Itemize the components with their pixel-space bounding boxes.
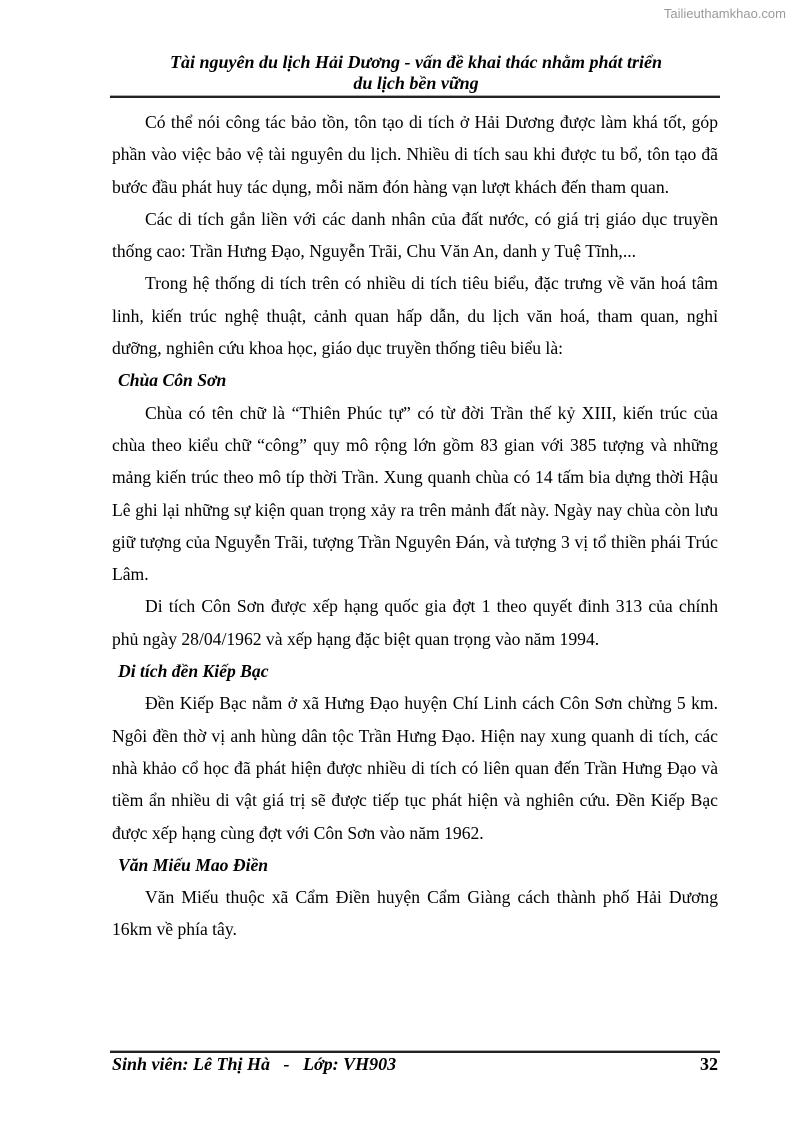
section-heading: Di tích đền Kiếp Bạc bbox=[118, 661, 269, 682]
paragraph: Đền Kiếp Bạc nằm ở xã Hưng Đạo huyện Chí Linh cách Côn Sơn chừng 5 km. Ngôi đền thờ vị anh hùng dân tộc Trần Hưng Đạo. Hiện nay xung quanh di tích, các nhà khảo cổ học đã phát hiện được nhiều di tích có liên quan đến Trần Hưng Đạo và tiềm ẩn nhiều di vật giá trị sẽ được tiếp tục phát hiện và nghiên cứu. Đền Kiếp Bạc được xếp hạng cùng đợt với Côn Sơn vào năm 1962. bbox=[112, 693, 718, 843]
paragraph: Có thể nói công tác bảo tồn, tôn tạo di tích ở Hải Dương được làm khá tốt, góp phần vào việc bảo vệ tài nguyên du lịch. Nhiều di tích sau khi được tu bổ, tôn tạo đã bước đầu phát huy tác dụng, mỗi năm đón hàng vạn lượt khách đến tham quan. bbox=[112, 112, 718, 197]
watermark: Tailieuthamkhao.com bbox=[663, 6, 786, 21]
footer-student-info: Sinh viên: Lê Thị Hà - Lớp: VH903 bbox=[112, 1054, 397, 1074]
page-header bbox=[112, 52, 720, 94]
paragraph: Các di tích gắn liền với các danh nhân của đất nước, có giá trị giáo dục truyền thống cao: Trần Hưng Đạo, Nguyễn Trãi, Chu Văn An, danh y Tuệ Tĩnh,... bbox=[112, 208, 718, 262]
document-body bbox=[112, 106, 718, 946]
section-heading: Chùa Côn Sơn bbox=[118, 370, 227, 391]
paragraph: Di tích Côn Sơn được xếp hạng quốc gia đợt 1 theo quyết đinh 313 của chính phủ ngày 28/04/1962 và xếp hạng đặc biệt quan trọng vào năm 1994. bbox=[112, 596, 718, 649]
footer-divider bbox=[110, 1050, 720, 1053]
paragraph: Trong hệ thống di tích trên có nhiều di tích tiêu biểu, đặc trưng về văn hoá tâm linh, kiến trúc nghệ thuật, cảnh quan hấp dẫn, du lịch văn hoá, tham quan, nghỉ dưỡng, nghiên cứu khoa học, giáo dục truyền thống tiêu biểu là: bbox=[112, 273, 718, 359]
header-divider bbox=[110, 95, 720, 98]
page-number: 32 bbox=[700, 1054, 718, 1074]
page-footer bbox=[112, 1054, 718, 1075]
paragraph: Chùa có tên chữ là “Thiên Phúc tự” có từ đời Trần thế kỷ XIII, kiến trúc của chùa theo kiểu chữ “công” quy mô rộng lớn gồm 83 gian với 385 tượng và những mảng kiến trúc theo mô típ thời Trần. Xung quanh chùa có 14 tấm bia dựng thời Hậu Lê ghi lại những sự kiện quan trọng xảy ra trên mảnh đất này. Ngày nay chùa còn lưu giữ tượng của Nguyễn Trãi, tượng Trần Nguyên Đán, và tượng 3 vị tổ thiền phái Trúc Lâm. bbox=[112, 402, 718, 585]
header-title-line1: Tài nguyên du lịch Hải Dương - vấn đề khai thác nhằm phát triển bbox=[169, 52, 662, 72]
paragraph: Văn Miếu thuộc xã Cẩm Điền huyện Cẩm Giàng cách thành phố Hải Dương 16km về phía tây. bbox=[112, 887, 718, 940]
section-heading: Văn Miếu Mao Điền bbox=[118, 854, 269, 875]
header-title-line2: du lịch bền vững bbox=[353, 73, 479, 93]
